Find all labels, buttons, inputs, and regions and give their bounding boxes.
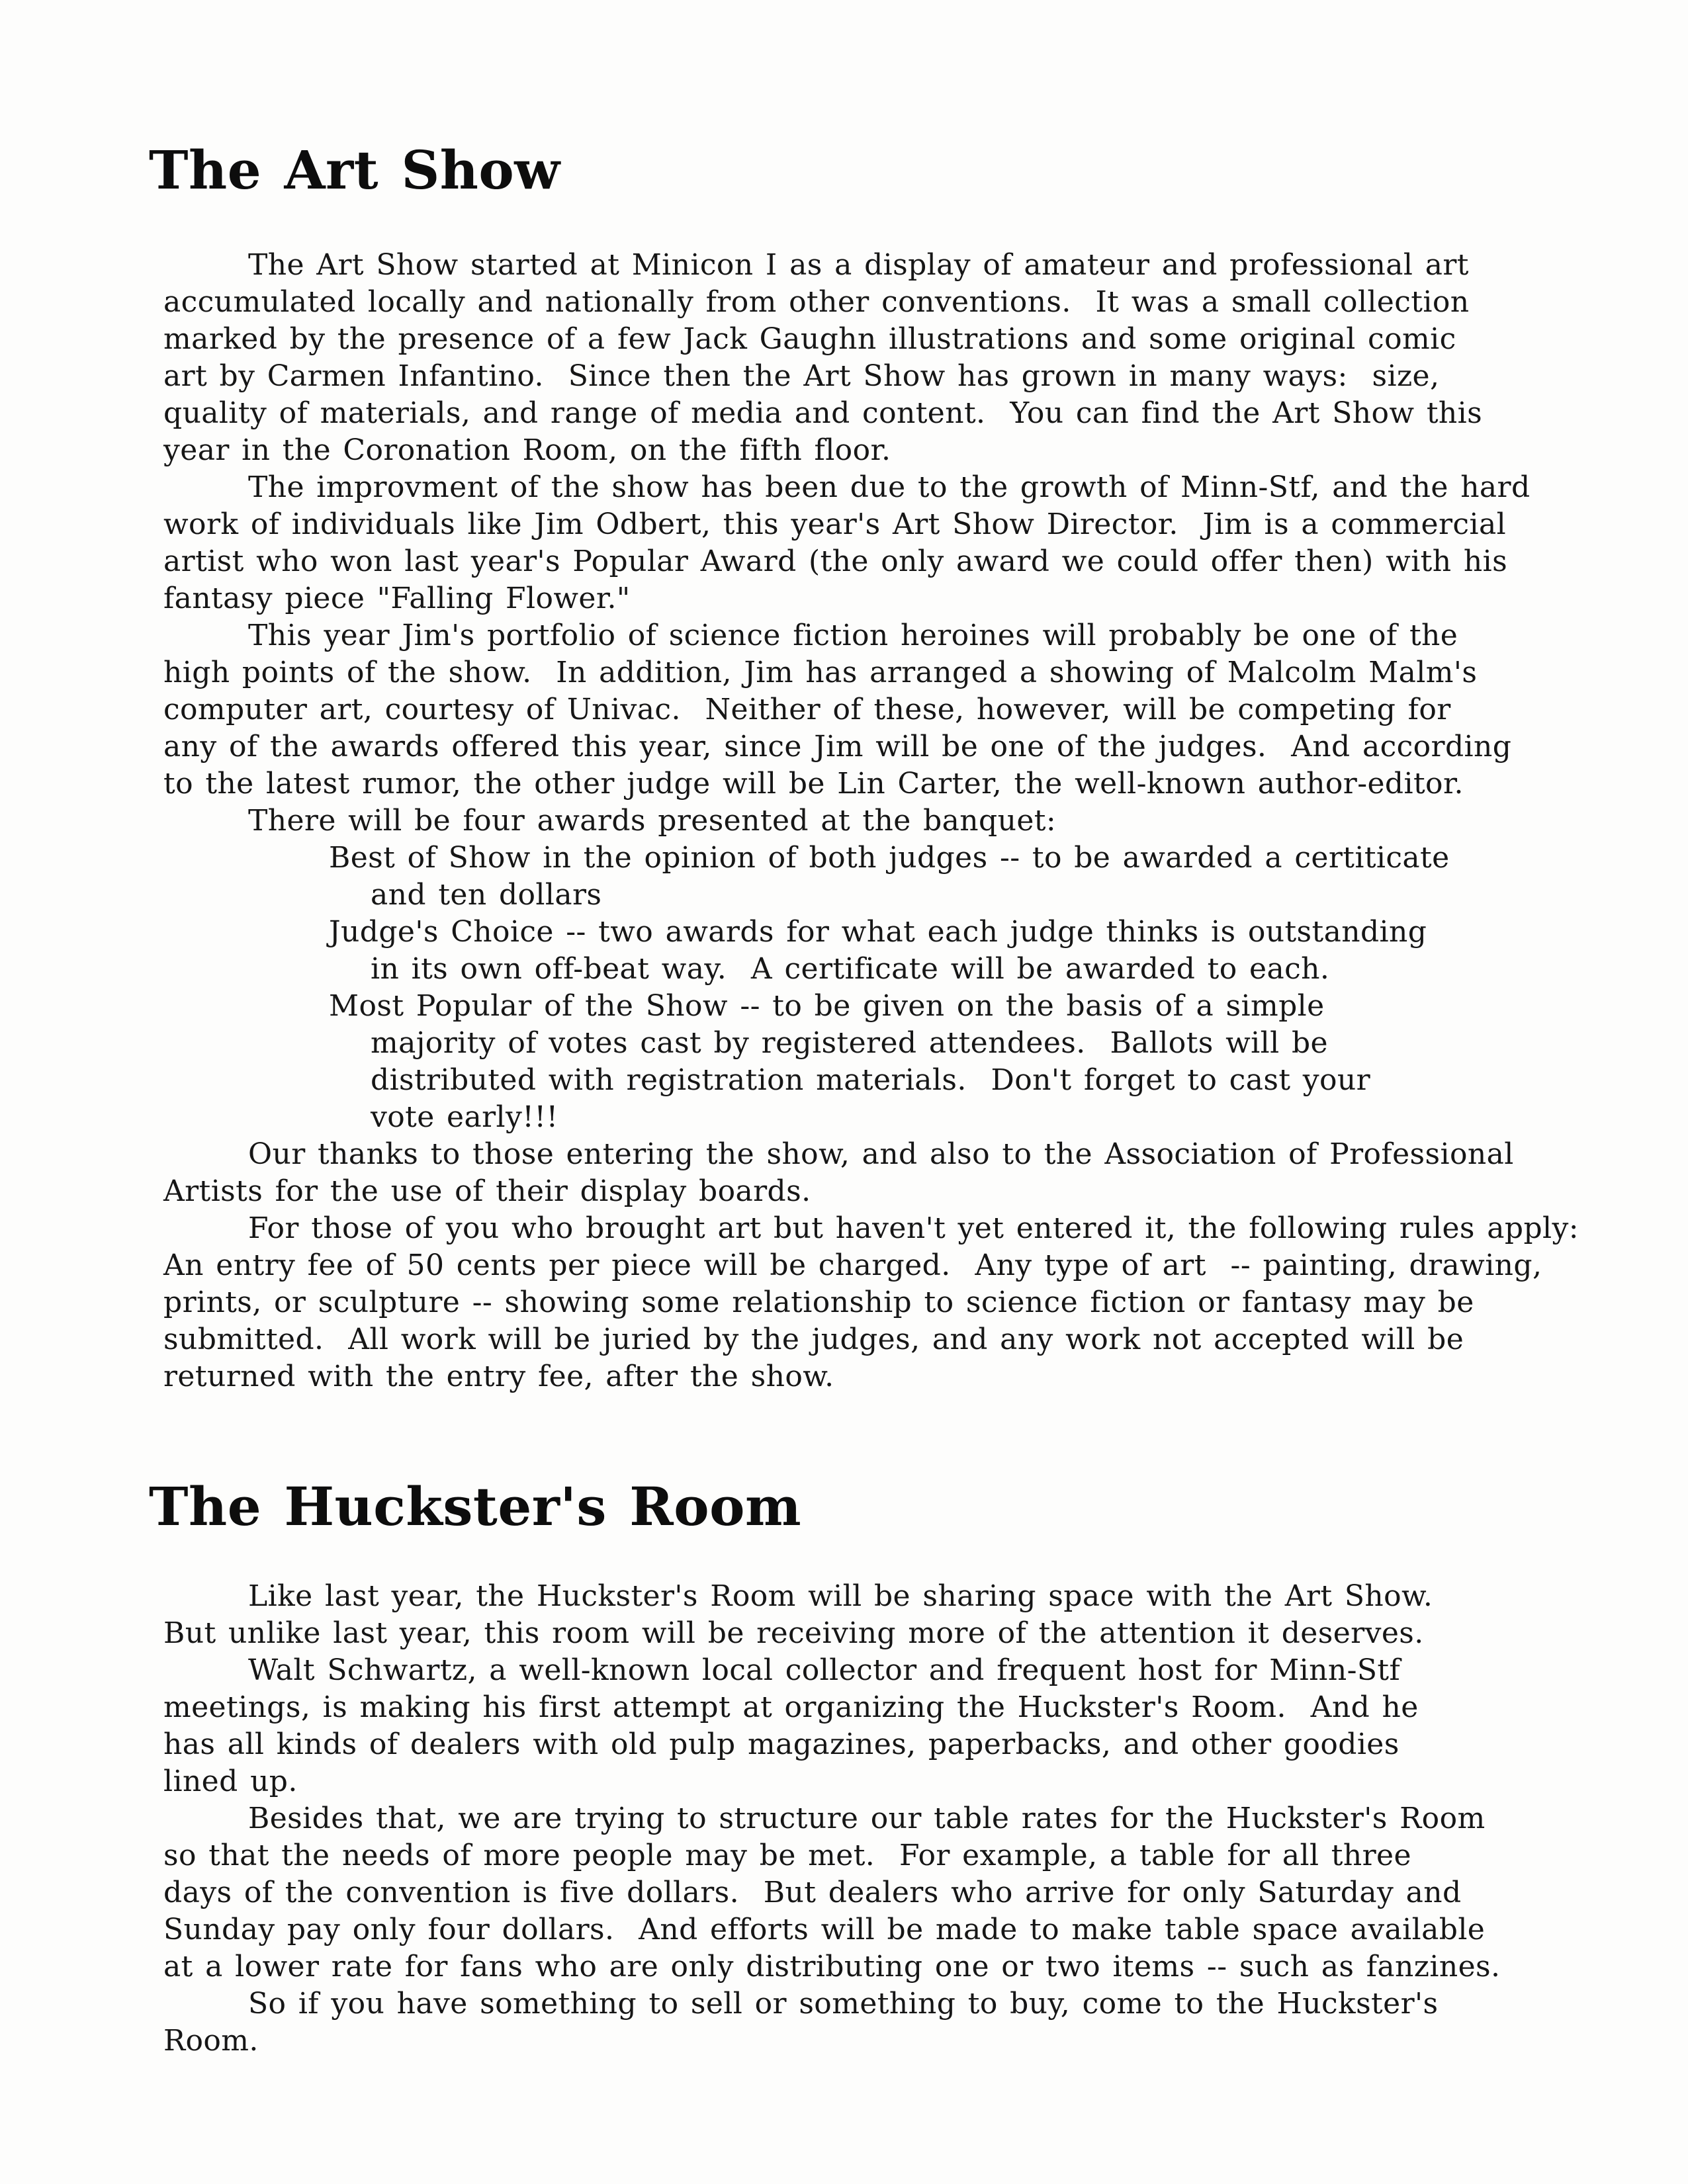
text-line: This year Jim's portfolio of science fiction heroines will probably be one of the — [248, 619, 1458, 652]
text-line: lined up. — [163, 1765, 298, 1798]
text-line: Artists for the use of their display boards. — [163, 1174, 811, 1208]
text-line: submitted. All work will be juried by the judges, and any work not accepted will be — [163, 1323, 1464, 1356]
text-line: Sunday pay only four dollars. And efforts will be made to make table space available — [163, 1913, 1486, 1946]
text-line: Most Popular of the Show -- to be given on the basis of a simple — [329, 989, 1325, 1023]
text-line: An entry fee of 50 cents per piece will be charged. Any type of art -- painting, drawing, — [163, 1248, 1542, 1282]
text-line: Besides that, we are trying to structure our table rates for the Huckster's Room — [248, 1802, 1486, 1835]
text-line: Best of Show in the opinion of both judges -- to be awarded a certiticate — [329, 841, 1450, 875]
text-line: and ten dollars — [371, 878, 602, 912]
text-line: So if you have something to sell or something to buy, come to the Huckster's — [248, 1987, 1439, 2021]
text-line: distributed with registration materials. Don't forget to cast your — [371, 1063, 1371, 1097]
text-line: in its own off-beat way. A certificate will be awarded to each. — [371, 952, 1330, 986]
text-line: marked by the presence of a few Jack Gaughn illustrations and some original comic — [163, 322, 1456, 356]
text-line: work of individuals like Jim Odbert, this year's Art Show Director. Jim is a commercial — [163, 507, 1507, 541]
text-line: quality of materials, and range of media and content. You can find the Art Show this — [163, 396, 1483, 430]
text-line: For those of you who brought art but haven't yet entered it, the following rules apply: — [248, 1211, 1579, 1245]
text-line: high points of the show. In addition, Jim has arranged a showing of Malcolm Malm's — [163, 656, 1478, 689]
text-line: year in the Coronation Room, on the fifth floor. — [163, 433, 891, 467]
text-line: prints, or sculpture -- showing some relationship to science fiction or fantasy may be — [163, 1286, 1474, 1319]
text-line: artist who won last year's Popular Award (the only award we could offer then) with his — [163, 545, 1508, 578]
text-line: so that the needs of more people may be met. For example, a table for all three — [163, 1839, 1411, 1872]
text-line: returned with the entry fee, after the show. — [163, 1360, 834, 1393]
text-line: The Art Show started at Minicon I as a display of amateur and professional art — [248, 248, 1469, 282]
text-line: at a lower rate for fans who are only distributing one or two items -- such as fanzines. — [163, 1950, 1501, 1984]
text-line: Judge's Choice -- two awards for what each judge thinks is outstanding — [329, 915, 1427, 949]
text-line: Walt Schwartz, a well-known local collector and frequent host for Minn-Stf — [248, 1653, 1401, 1687]
text-line: majority of votes cast by registered attendees. Ballots will be — [371, 1026, 1328, 1060]
text-line: Our thanks to those entering the show, and also to the Association of Professional — [248, 1137, 1514, 1171]
text-line: The improvment of the show has been due to the growth of Minn-Stf, and the hard — [248, 470, 1531, 504]
hucksters-room-heading: The Huckster's Room — [149, 1475, 802, 1538]
art-show-heading: The Art Show — [149, 139, 560, 201]
text-line: vote early!!! — [371, 1100, 558, 1134]
text-line: days of the convention is five dollars. But dealers who arrive for only Saturday and — [163, 1876, 1462, 1909]
text-line: to the latest rumor, the other judge will be Lin Carter, the well-known author-editor. — [163, 767, 1464, 801]
text-line: Room. — [163, 2024, 259, 2058]
text-line: art by Carmen Infantino. Since then the Art Show has grown in many ways: size, — [163, 359, 1440, 393]
text-line: computer art, courtesy of Univac. Neither of these, however, will be competing for — [163, 693, 1451, 726]
text-line: accumulated locally and nationally from other conventions. It was a small collection — [163, 285, 1470, 319]
text-line: Like last year, the Huckster's Room will be sharing space with the Art Show. — [248, 1579, 1433, 1613]
text-line: has all kinds of dealers with old pulp magazines, paperbacks, and other goodies — [163, 1727, 1399, 1761]
text-line: meetings, is making his first attempt at organizing the Huckster's Room. And he — [163, 1690, 1419, 1724]
text-line: any of the awards offered this year, since Jim will be one of the judges. And according — [163, 730, 1512, 764]
document-body — [149, 139, 1579, 2060]
text-line: fantasy piece "Falling Flower." — [163, 582, 631, 615]
text-line: But unlike last year, this room will be receiving more of the attention it deserves. — [163, 1616, 1424, 1650]
text-line: There will be four awards presented at the banquet: — [248, 804, 1057, 838]
